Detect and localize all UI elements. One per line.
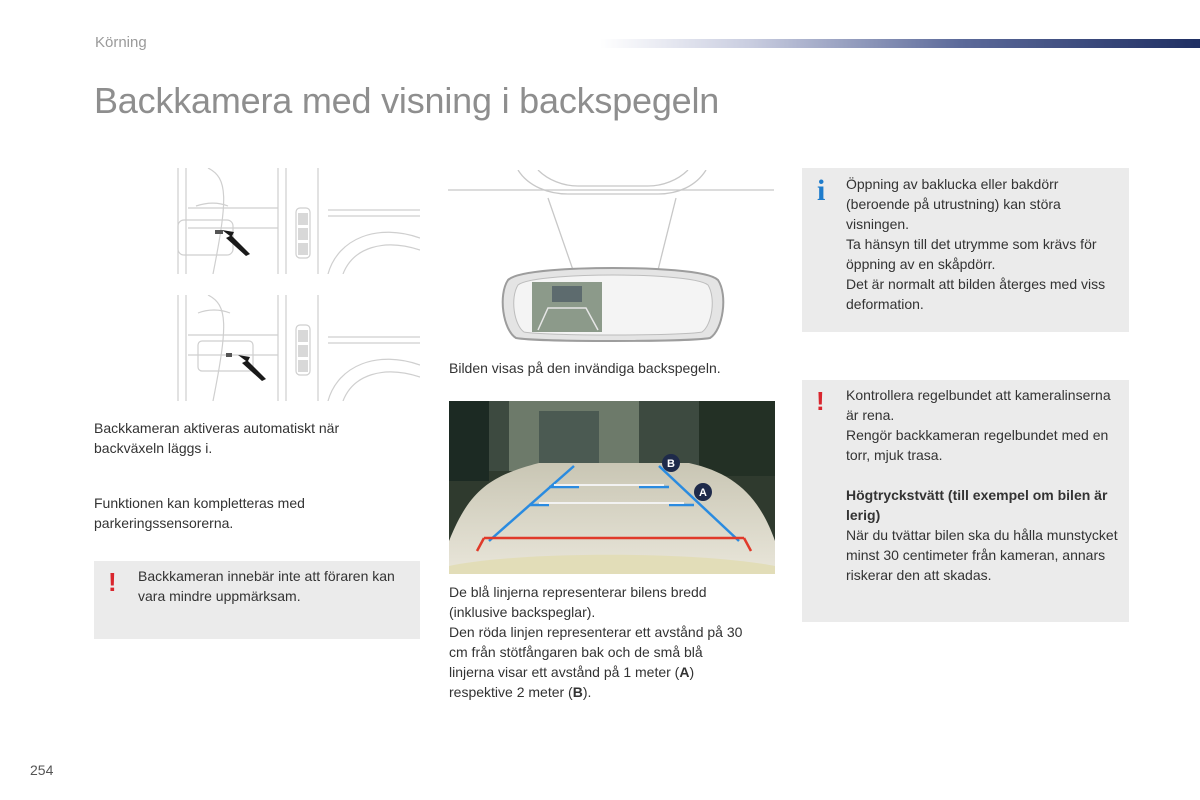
warning-paragraph-3: När du tvättar bilen ska du hålla munstycket minst 30 centimeter från kameran, annars riskerar den att skadas. [846,527,1118,583]
caption-line-4: ). [582,684,592,700]
rearview-mirror-illustration [448,170,774,350]
caption-label-b: B [572,684,583,700]
paragraph-activation: Backkameran aktiveras automatiskt när backväxeln läggs i. [94,420,340,456]
warning-box-left [94,561,420,639]
warning-paragraph-1: Kontrollera regelbundet att kameralinserna är rena. [846,387,1111,423]
camera-label-b: B [667,458,675,470]
camera-label-a: A [699,487,707,499]
caption-line-1: De blå linjerna representerar bilens bredd (inklusive backspeglar). [449,584,707,620]
warning-box-right [802,380,1129,622]
camera-view-image [449,401,775,574]
pressure-wash-heading: Högtryckstvätt (till exempel om bilen är lerig) [846,487,1108,523]
warning-text-right [846,385,1126,585]
warning-text-left: Backkameran innebär inte att föraren kan vara mindre uppmärksam. [138,568,395,604]
van-rear-illustration-1 [168,168,420,274]
warning-icon: ! [816,386,825,416]
info-box [802,168,1129,332]
info-icon: i [817,174,826,207]
page-number: 254 [30,762,54,778]
paragraph-sensors: Funktionen kan kompletteras med parkeringssensorerna. [94,495,305,531]
mirror-caption: Bilden visas på den invändiga backspegeln. [449,360,721,376]
van-rear-illustration-2 [168,295,420,401]
warning-paragraph-2: Rengör backkameran regelbundet med en torr, mjuk trasa. [846,427,1109,463]
caption-label-a: A [679,664,690,680]
info-paragraph-1: Öppning av baklucka eller bakdörr (beroende på utrustning) kan störa visningen. [846,176,1061,232]
section-label: Körning [95,34,147,51]
caption-line-3: ) respektive 2 meter ( [449,664,695,700]
info-text [846,174,1116,314]
info-paragraph-3: Det är normalt att bilden återges med viss deformation. [846,276,1106,312]
caption-line-2: Den röda linjen representerar ett avstånd på 30 cm från stötfångaren bak och de små blå linjerna visar ett avstånd på 1 meter ( [449,624,743,680]
camera-caption [449,582,749,702]
info-paragraph-2: Ta hänsyn till det utrymme som krävs för öppning av en skåpdörr. [846,236,1097,272]
header-bar [600,39,1200,48]
warning-icon: ! [108,567,117,597]
page-title: Backkamera med visning i backspegeln [94,80,720,121]
